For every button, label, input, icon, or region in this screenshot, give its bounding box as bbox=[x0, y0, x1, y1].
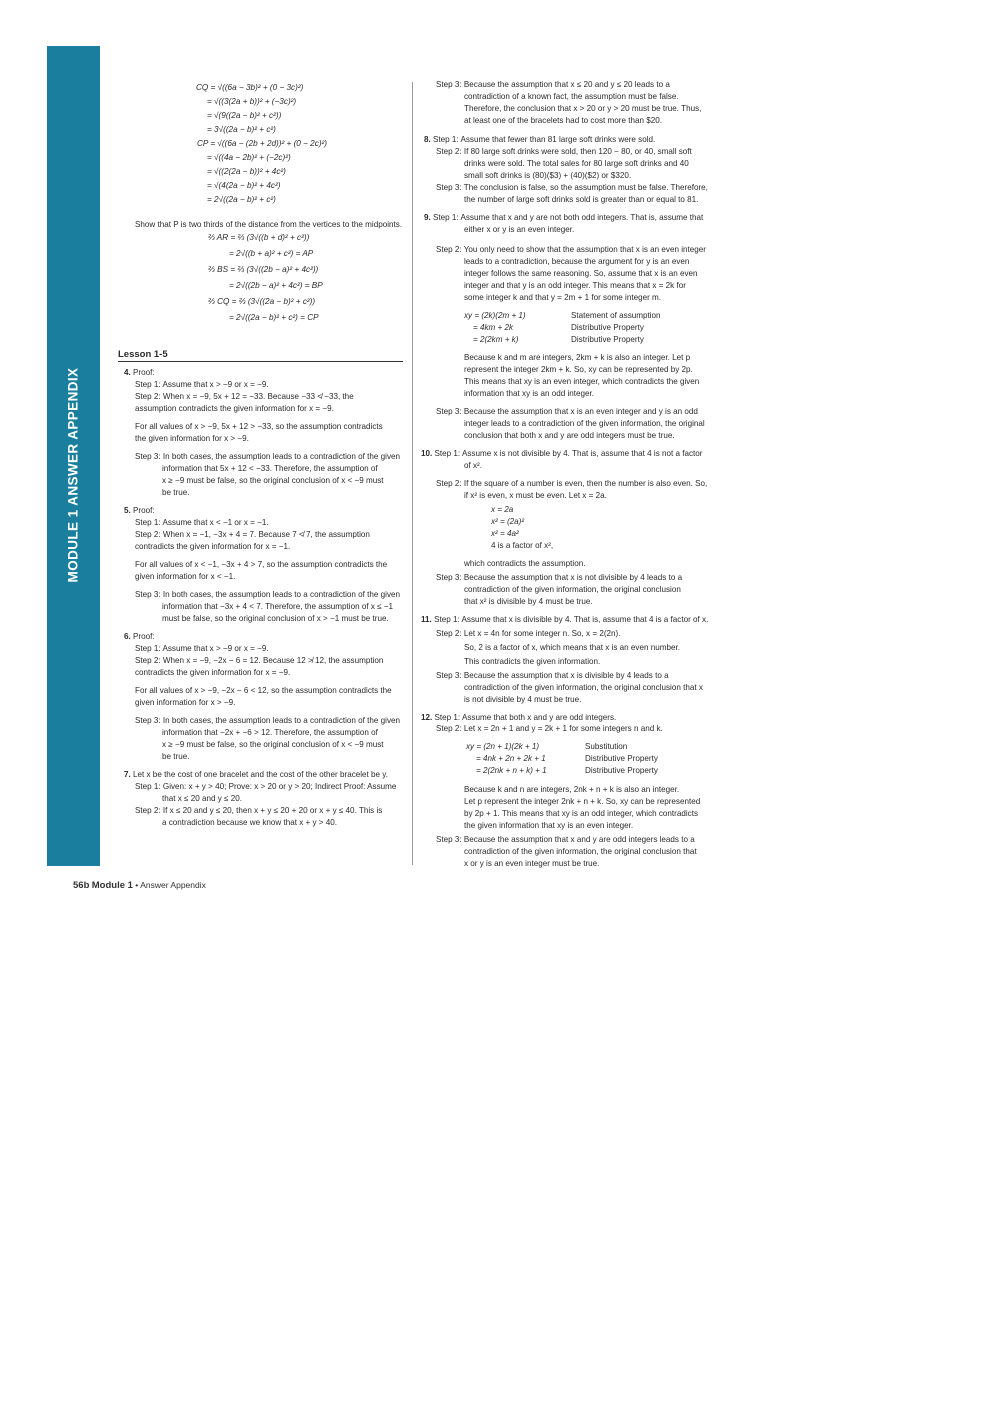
step-text: the given information that xy is an even integer. bbox=[464, 821, 634, 830]
footer-section: Answer Appendix bbox=[140, 880, 206, 890]
table-reason: Distributive Property bbox=[571, 323, 644, 332]
step-text: integer leads to a contradiction of the given information, the original bbox=[464, 419, 705, 428]
step-text: Because k and n are integers, 2nk + n + k is also an integer. bbox=[464, 785, 680, 794]
step-text: some integer k and that y = 2m + 1 for some integer m. bbox=[464, 293, 662, 302]
equation: x² = 4a² bbox=[491, 529, 519, 538]
equation: = √(4(2a − b)² + 4c²) bbox=[207, 181, 281, 190]
step-text: represent the integer 2km + k. So, xy can be represented by 2p. bbox=[464, 365, 693, 374]
footer-separator: • bbox=[135, 880, 139, 890]
equation: = 3√((2a − b)² + c²) bbox=[207, 125, 276, 134]
step-text: Step 1: Assume that both x and y are odd integers. bbox=[434, 713, 617, 722]
step-text: by 2p + 1. This means that xy is an odd integer, which contradicts bbox=[464, 809, 699, 818]
step-text: assumption contradicts the given information for x = −9. bbox=[135, 404, 334, 413]
step-text: Step 3: In both cases, the assumption leads to a contradiction of the given bbox=[135, 716, 401, 725]
step-text: Step 3: In both cases, the assumption leads to a contradiction of the given bbox=[135, 452, 401, 461]
step-text: Step 3: Because the assumption that x ≤ 20 and y ≤ 20 leads to a bbox=[436, 80, 670, 89]
step-text: x ≥ −9 must be false, so the original conclusion of x < −9 must bbox=[162, 740, 384, 749]
table-reason: Distributive Property bbox=[585, 766, 658, 775]
step-text: Step 3: In both cases, the assumption leads to a contradiction of the given bbox=[135, 590, 401, 599]
step-text: So, 2 is a factor of x, which means that x is an even number. bbox=[464, 643, 680, 652]
problem-10 bbox=[421, 448, 703, 460]
show-that-text: Show that P is two thirds of the distance from the vertices to the midpoints. bbox=[135, 220, 403, 229]
step-text: Step 2: Let x = 2n + 1 and y = 2k + 1 for some integers n and k. bbox=[436, 724, 663, 733]
step-text: Step 2: If the square of a number is even, then the number is also even. So, bbox=[436, 479, 708, 488]
step-text: Step 1: Assume x is not divisible by 4. That is, assume that 4 is not a factor bbox=[434, 449, 703, 458]
problem-5 bbox=[124, 505, 155, 517]
problem-number: 10. bbox=[421, 449, 433, 458]
problem-4 bbox=[124, 367, 155, 379]
step-text: Step 2: You only need to show that the assumption that x is an even integer bbox=[436, 245, 706, 254]
problem-number: 8. bbox=[424, 135, 431, 144]
step-text: be true. bbox=[162, 752, 190, 761]
step-text: For all values of x > −9, 5x + 12 > −33, so the assumption contradicts bbox=[135, 422, 383, 431]
problem-head: Proof: bbox=[133, 368, 155, 377]
equation: = 2√((2a − b)² + c²) bbox=[207, 195, 276, 204]
step-text: Step 2: If 80 large soft drinks were sold, then 120 − 80, or 40, small soft bbox=[436, 147, 692, 156]
footer-module: Module 1 bbox=[91, 880, 133, 891]
problem-head: Proof: bbox=[133, 632, 155, 641]
problem-number: 9. bbox=[424, 213, 431, 222]
table-reason: Substitution bbox=[585, 742, 628, 751]
problem-6 bbox=[124, 631, 155, 643]
equation: = √((4a − 2b)² + (−2c)²) bbox=[207, 153, 291, 162]
table-expr: = 4nk + 2n + 2k + 1 bbox=[476, 754, 546, 763]
problem-number: 7. bbox=[124, 770, 131, 779]
table-reason: Statement of assumption bbox=[571, 311, 661, 320]
problem-11 bbox=[421, 614, 708, 626]
equation: = √((3(2a + b))² + (−3c)²) bbox=[207, 97, 297, 106]
table-reason: Distributive Property bbox=[585, 754, 658, 763]
step-text: of x². bbox=[464, 461, 482, 470]
step-text: For all values of x < −1, −3x + 4 > 7, so the assumption contradicts the bbox=[135, 560, 388, 569]
step-text: Step 3: The conclusion is false, so the assumption must be false. Therefore, bbox=[436, 183, 708, 192]
step-text: be true. bbox=[162, 488, 190, 497]
step-text: conclusion that both x and y are odd integers must be true. bbox=[464, 431, 675, 440]
step-text: that x² is divisible by 4 must be true. bbox=[464, 597, 593, 606]
step-text: at least one of the bracelets had to cost more than $20. bbox=[464, 116, 662, 125]
proof-equation: = 2√((2a − b)² + c²) = CP bbox=[229, 313, 319, 322]
table-expr: = 2(2nk + n + k) + 1 bbox=[476, 766, 547, 775]
step-text: contradicts the given information for x = −1. bbox=[135, 542, 291, 551]
equation: CP = √((6a − (2b + 2d))² + (0 − 2c)²) bbox=[197, 139, 328, 148]
equation: x² = (2a)² bbox=[491, 517, 525, 526]
step-text: Step 2: When x = −9, −2x − 6 = 12. Because 12 ≯ 12, the assumption bbox=[135, 656, 384, 665]
step-text: For all values of x > −9, −2x − 6 < 12, so the assumption contradicts the bbox=[135, 686, 392, 695]
step-text: Step 3: Because the assumption that x is an even integer and y is an odd bbox=[436, 407, 698, 416]
proof-equation: = 2√((b + a)² + c²) = AP bbox=[229, 249, 314, 258]
step-text: the number of large soft drinks sold is greater than or equal to 81. bbox=[464, 195, 699, 204]
step-text: Step 1: Assume that x > −9 or x = −9. bbox=[135, 644, 269, 653]
step-text: Step 2: When x = −1, −3x + 4 = 7. Because 7 ≮ 7, the assumption bbox=[135, 530, 370, 539]
table-expr: xy = (2k)(2m + 1) bbox=[464, 311, 526, 320]
sidebar-title: MODULE 1 ANSWER APPENDIX bbox=[65, 367, 81, 583]
step-text: integer follows the same reasoning. So, assume that x is an even bbox=[464, 269, 698, 278]
step-text: contradicts the given information for x = −9. bbox=[135, 668, 291, 677]
step-text: small soft drinks is (80)($3) + (40)($2) or $320. bbox=[464, 171, 632, 180]
step-text: information that −2x + −6 > 12. Therefore, the assumption of bbox=[162, 728, 378, 737]
step-text: information that 5x + 12 < −33. Therefore, the assumption of bbox=[162, 464, 378, 473]
table-expr: = 4km + 2k bbox=[473, 323, 514, 332]
step-text: given information for x > −9. bbox=[135, 698, 236, 707]
step-text: contradiction of the given information, the original conclusion that bbox=[464, 847, 697, 856]
problem-number: 11. bbox=[421, 615, 432, 624]
step-text: either x or y is an even integer. bbox=[464, 225, 575, 234]
problem-number: 12. bbox=[421, 713, 433, 722]
step-text: drinks were sold. The total sales for 80 large soft drinks and 40 bbox=[464, 159, 689, 168]
step-text: information that −3x + 4 < 7. Therefore, the assumption of x ≤ −1 bbox=[162, 602, 394, 611]
step-text: Step 3: Because the assumption that x is divisible by 4 leads to a bbox=[436, 671, 669, 680]
proof-equation: ⅔ AR = ⅔ (3√((b + d)² + c²)) bbox=[208, 233, 310, 242]
step-text: x or y is an even integer must be true. bbox=[464, 859, 600, 868]
proof-equation: ⅔ CQ = ⅔ (3√((2a − b)² + c²)) bbox=[208, 297, 316, 306]
problem-number: 6. bbox=[124, 632, 131, 641]
step-text: This means that xy is an even integer, which contradicts the given bbox=[464, 377, 700, 386]
step-text: Let p represent the integer 2nk + n + k. So, xy can be represented bbox=[464, 797, 701, 806]
step-text: the given information for x > −9. bbox=[135, 434, 249, 443]
step-text: which contradicts the assumption. bbox=[464, 559, 586, 568]
equation: x = 2a bbox=[491, 505, 514, 514]
page-footer bbox=[73, 880, 206, 891]
step-text: Step 2: When x = −9, 5x + 12 = −33. Because −33 ≮ −33, the bbox=[135, 392, 354, 401]
equation: 4 is a factor of x², bbox=[491, 541, 554, 550]
step-text: that x ≤ 20 and y ≤ 20. bbox=[162, 794, 242, 803]
step-text: Step 2: Let x = 4n for some integer n. So, x = 2(2n). bbox=[436, 629, 621, 638]
step-text: integer and that y is an odd integer. This means that x = 2k for bbox=[464, 281, 686, 290]
equation: = √((2(2a − b))² + 4c²) bbox=[207, 167, 286, 176]
equation: CQ = √((6a − 3b)² + (0 − 3c)²) bbox=[196, 83, 304, 92]
lesson-heading: Lesson 1-5 bbox=[118, 349, 403, 362]
table-expr: xy = (2n + 1)(2k + 1) bbox=[466, 742, 540, 751]
problem-7 bbox=[124, 769, 388, 781]
step-text: a contradiction because we know that x + y > 40. bbox=[162, 818, 338, 827]
step-text: is not divisible by 4 must be true. bbox=[464, 695, 582, 704]
step-text: Step 3: Because the assumption that x is not divisible by 4 leads to a bbox=[436, 573, 683, 582]
step-text: Step 1: Assume that fewer than 81 large soft drinks were sold. bbox=[433, 135, 656, 144]
step-text: Step 1: Assume that x is divisible by 4. That is, assume that 4 is a factor of x. bbox=[434, 615, 709, 624]
step-text: given information for x < −1. bbox=[135, 572, 236, 581]
step-text: x ≥ −9 must be false, so the original conclusion of x < −9 must bbox=[162, 476, 384, 485]
step-text: contradiction of the given information, the original conclusion that x bbox=[464, 683, 703, 692]
step-text: Step 2: If x ≤ 20 and y ≤ 20, then x + y ≤ 20 + 20 or x + y ≤ 40. This is bbox=[135, 806, 383, 815]
problem-number: 5. bbox=[124, 506, 131, 515]
step-text: Step 1: Given: x + y > 40; Prove: x > 20 or y > 20; Indirect Proof: Assume bbox=[135, 782, 397, 791]
proof-equation: ⅔ BS = ⅔ (3√((2b − a)² + 4c²)) bbox=[208, 265, 319, 274]
problem-head: Proof: bbox=[133, 506, 155, 515]
step-text: Step 1: Assume that x and y are not both odd integers. That is, assume that bbox=[433, 213, 704, 222]
problem-8 bbox=[424, 134, 655, 146]
step-text: Step 1: Assume that x > −9 or x = −9. bbox=[135, 380, 269, 389]
column-divider bbox=[412, 82, 413, 865]
page-number: 56b bbox=[73, 880, 90, 891]
problem-9 bbox=[424, 212, 703, 224]
problem-number: 4. bbox=[124, 368, 131, 377]
step-text: leads to a contradiction, because the argument for y is an even bbox=[464, 257, 690, 266]
step-text: contradiction of the given information, the original conclusion bbox=[464, 585, 681, 594]
table-expr: = 2(2km + k) bbox=[473, 335, 519, 344]
step-text: if x² is even, x must be even. Let x = 2a. bbox=[464, 491, 607, 500]
step-text: contradiction of a known fact, the assumption must be false. bbox=[464, 92, 679, 101]
equation: = √(9((2a − b)² + c²)) bbox=[207, 111, 282, 120]
step-text: Step 3: Because the assumption that x and y are odd integers leads to a bbox=[436, 835, 695, 844]
step-text: Therefore, the conclusion that x > 20 or y > 20 must be true. Thus, bbox=[464, 104, 702, 113]
table-reason: Distributive Property bbox=[571, 335, 644, 344]
step-text: information that xy is an odd integer. bbox=[464, 389, 595, 398]
step-text: Step 1: Assume that x < −1 or x = −1. bbox=[135, 518, 269, 527]
step-text: This contradicts the given information. bbox=[464, 657, 601, 666]
step-text: Because k and m are integers, 2km + k is also an integer. Let p bbox=[464, 353, 691, 362]
problem-head: Let x be the cost of one bracelet and the cost of the other bracelet be y. bbox=[133, 770, 388, 779]
step-text: must be false, so the original conclusion of x > −1 must be true. bbox=[162, 614, 389, 623]
proof-equation: = 2√((2b − a)² + 4c²) = BP bbox=[229, 281, 323, 290]
